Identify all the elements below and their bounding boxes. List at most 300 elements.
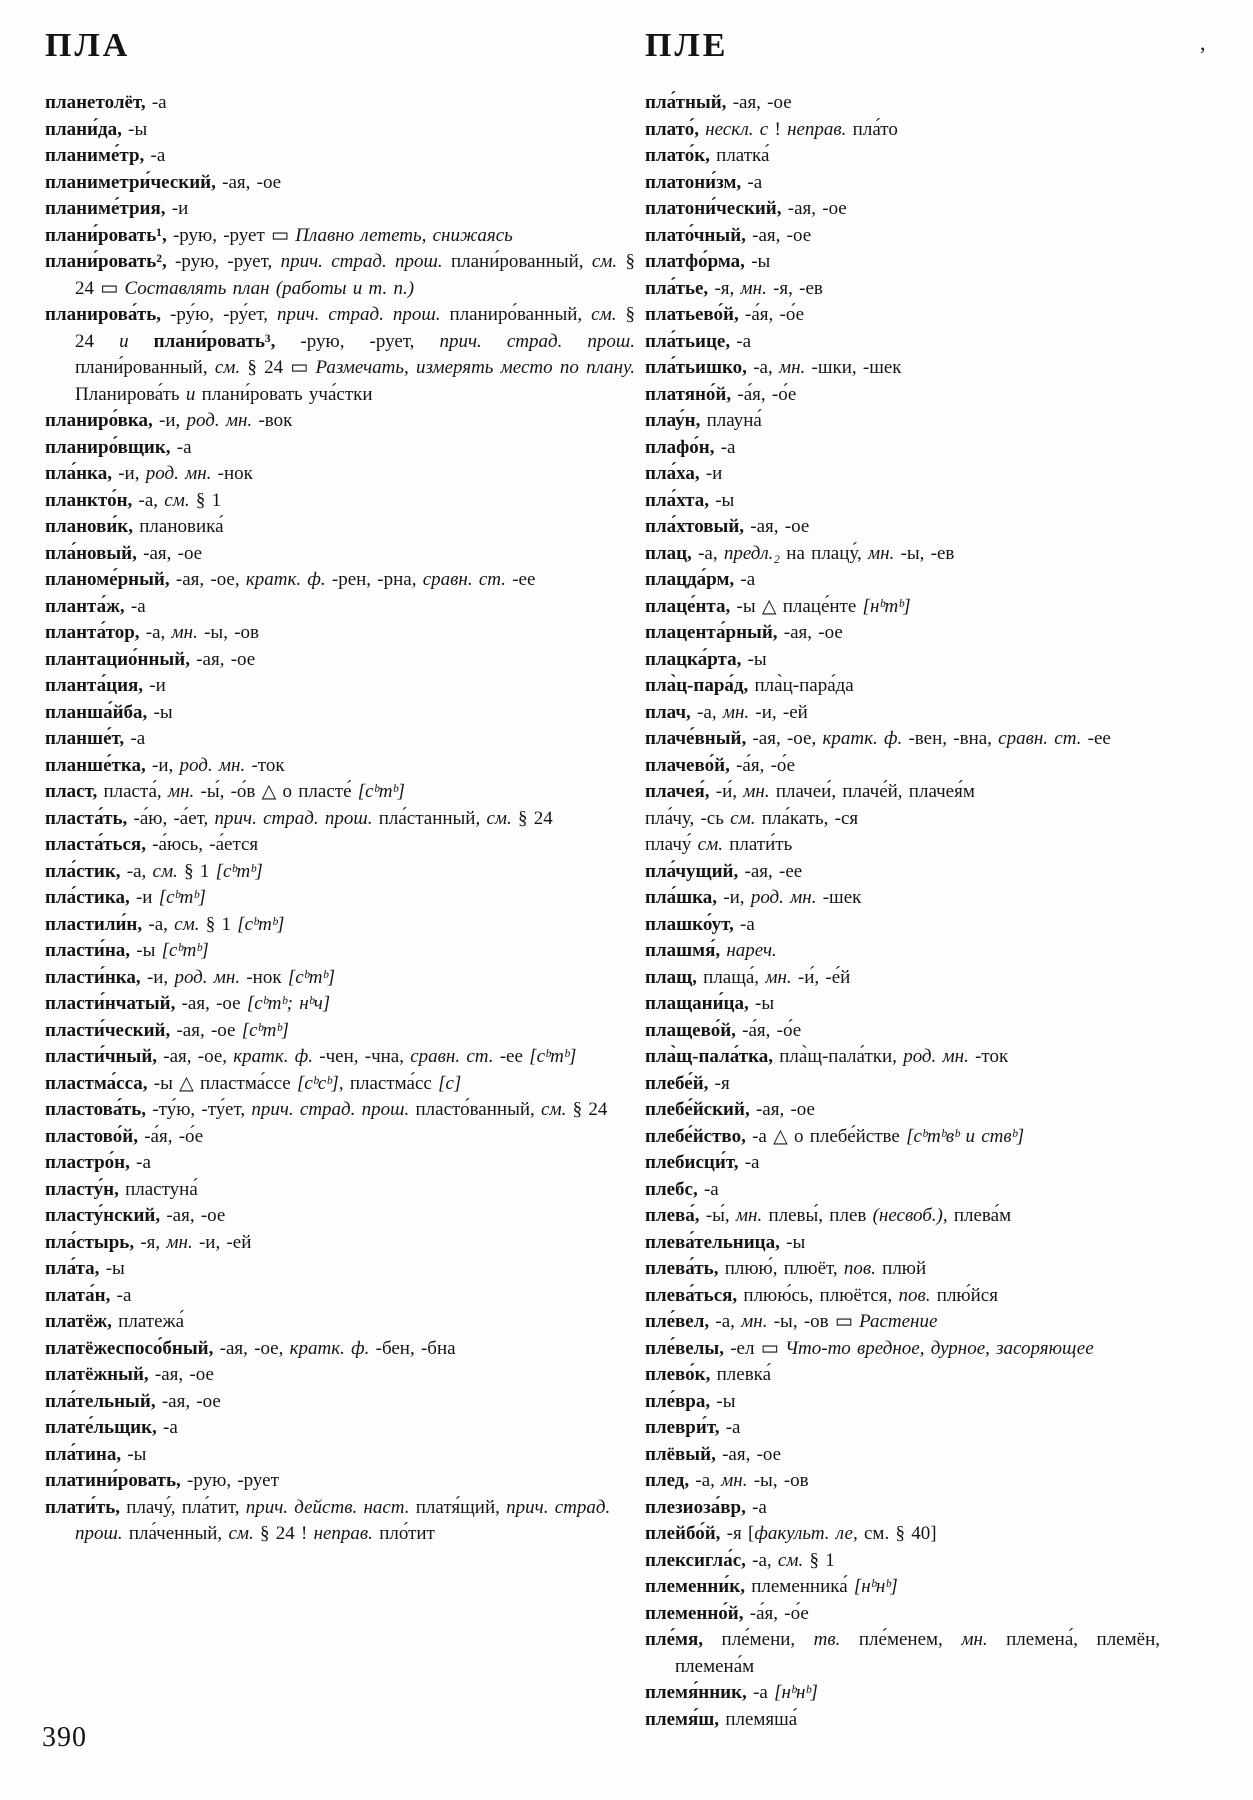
dictionary-entry (645, 408, 1160, 435)
entry-text: племенника́ (744, 1576, 854, 1597)
entry-text: -и, -ей (749, 701, 808, 723)
grammar-label: сравн. ст. (410, 1046, 494, 1067)
dictionary-entry (645, 806, 1160, 833)
entry-text: -а́ю, -а́ет, (127, 807, 215, 829)
entry-text: -ы, -ов (747, 1470, 809, 1491)
grammar-label: род. мн. (145, 463, 212, 484)
entry-text: -а́я, -о́е (731, 383, 797, 405)
entry-text: платка́ (709, 145, 770, 166)
entry-text: -и, (111, 463, 146, 484)
headword: плебе́йство, (645, 1125, 746, 1147)
grammar-label: род. мн. (903, 1046, 969, 1067)
entry-text: § 24 (566, 1099, 608, 1120)
headword: планиметри́ческий, (45, 171, 216, 193)
headword: пласти́чный, (45, 1046, 158, 1067)
grammar-label: [сᵇтᵇ; нᵇч] (246, 993, 331, 1014)
entry-text: плюю́сь, плюётся, (737, 1284, 899, 1306)
headword: планиме́трия, (45, 198, 166, 219)
grammar-label: см. (591, 251, 618, 272)
entry-text: -ы (779, 1231, 806, 1253)
entry-text: -ы (147, 701, 173, 723)
entry-text: плаща́, (696, 966, 766, 988)
entry-text: пла́чу, (645, 807, 695, 829)
entry-text: § 24 (75, 304, 635, 352)
dictionary-entry (45, 1389, 635, 1416)
grammar-label: мн. (765, 966, 792, 988)
dictionary-entry (645, 1707, 1160, 1734)
entry-text: пласта́, (97, 781, 168, 802)
grammar-label: мн. (722, 701, 750, 723)
entry-text: -и (143, 675, 166, 696)
dictionary-entry (45, 1468, 635, 1495)
entry-text: пла̀ц-пара́да (748, 675, 854, 696)
entry-text: -бен, -бна (369, 1337, 456, 1359)
dictionary-entry (645, 1336, 1160, 1363)
entry-text: -рую, -рует ▭ (166, 224, 296, 246)
grammar-label: [сᵇтᵇ] (287, 966, 336, 988)
headword: плева́ть, (645, 1258, 719, 1279)
dictionary-entry (645, 382, 1160, 409)
entry-text: -а́я, -о́е (743, 1602, 809, 1624)
headword: плашмя́, (645, 940, 721, 961)
grammar-label: прич. страд. прош. (214, 807, 373, 829)
dictionary-entry (645, 1680, 1160, 1707)
headword: планиме́тр, (45, 145, 145, 166)
grammar-label: Растение (859, 1311, 938, 1332)
dictionary-entry (645, 170, 1160, 197)
dictionary-entry (645, 1097, 1160, 1124)
entry-text: -а, (745, 1549, 778, 1571)
headword: племенни́к, (645, 1576, 745, 1597)
entry-text: -я (708, 1072, 730, 1094)
dictionary-entry (645, 196, 1160, 223)
grammar-label: кратк. ф. (289, 1337, 370, 1359)
grammar-label: [сᵇтᵇ] (241, 1019, 289, 1041)
dictionary-entry (645, 1627, 1160, 1680)
entry-text: -и, (717, 887, 751, 908)
entry-text: -и (699, 463, 723, 484)
grammar-label: [сᵇтᵇ] (161, 940, 209, 961)
entry-text: -а (144, 145, 166, 166)
dictionary-entry (45, 1495, 635, 1548)
entry-text: -а (110, 1284, 132, 1306)
dictionary-entry (45, 90, 635, 117)
headword: плева́, (645, 1205, 700, 1226)
headword: пласти́ческий, (45, 1019, 171, 1041)
entry-text: пле́мени, (703, 1629, 814, 1650)
dictionary-entry (645, 541, 1160, 568)
dictionary-entry (645, 1203, 1160, 1230)
entry-text: -ы, -ев (894, 542, 955, 564)
dictionary-entry (645, 1468, 1160, 1495)
entry-text: плани́ровать уча́стки (195, 383, 373, 405)
dictionary-entry (45, 726, 635, 753)
headword: плащ, (645, 966, 697, 988)
headword: плани́ровать¹, (45, 224, 167, 246)
headword: пла́тьишко, (645, 357, 747, 378)
dictionary-entry (645, 965, 1160, 992)
grammar-label: мн. (167, 781, 195, 802)
grammar-label: [сᵇтᵇ] (357, 781, 405, 802)
entry-text: -шки, -шек (805, 357, 902, 378)
dictionary-entry (45, 753, 635, 780)
dictionary-entry (45, 143, 635, 170)
headword: планша́йба, (45, 701, 148, 723)
headword: пла́хта, (645, 489, 709, 511)
entry-text: -а, (142, 913, 175, 935)
grammar-label: [с] (438, 1072, 462, 1094)
entry-text: -ая, -ое, (213, 1337, 290, 1359)
headword: пласти́нчатый, (45, 993, 176, 1014)
entry-text: пло́тит (372, 1523, 435, 1544)
headword: планкто́н, (45, 489, 133, 511)
entry-text: -ы, -ов (197, 622, 260, 643)
dictionary-entry (45, 938, 635, 965)
headword: платёжеспосо́бный, (45, 1337, 214, 1359)
entry-text: -чен, -чна, (313, 1046, 411, 1067)
headword: племенно́й, (645, 1602, 744, 1624)
column-left (45, 90, 635, 1733)
headword: платони́зм, (645, 171, 742, 193)
entry-text: -нок (240, 966, 288, 988)
dictionary-entry (645, 859, 1160, 886)
entry-text: пла́то (846, 118, 898, 140)
entry-text: -ая, -ое (715, 1443, 782, 1465)
entry-text: -ы́, -о́в △ о пласте́ (194, 781, 358, 802)
headword: плева́ться, (645, 1284, 738, 1306)
headword: пла́стырь, (45, 1231, 135, 1253)
headword: пла́тина, (45, 1443, 122, 1465)
entry-text: -ая, -ое (170, 1019, 242, 1041)
entry-text: пластуна́ (118, 1178, 198, 1200)
headword: пластили́н, (45, 913, 143, 935)
grammar-label: род. мн. (186, 410, 253, 431)
dictionary-entry (45, 806, 635, 833)
grammar-label: [сᵇтᵇ] (237, 913, 285, 935)
grammar-label: прич. действ. наст. (245, 1496, 410, 1518)
headword: плащево́й, (645, 1019, 736, 1041)
entry-text: -ая, -ое (189, 648, 256, 670)
headword: плато́, (645, 118, 699, 140)
entry-text: -и́, (709, 781, 744, 802)
headword: плани́да, (45, 118, 122, 140)
entry-text: -ы (710, 1390, 736, 1412)
headword: плацда́рм, (645, 569, 735, 590)
dictionary-entry (45, 408, 635, 435)
headword: платёжный, (45, 1364, 149, 1385)
entry-text: -я [ (720, 1523, 755, 1544)
entry-text: ! (768, 118, 788, 140)
headword: плебисци́т, (645, 1152, 739, 1173)
entry-text: -а, (709, 1311, 742, 1332)
grammar-label: [сᵇтᵇ] (158, 887, 206, 908)
grammar-label: [сᵇтᵇвᵇ и ствᵇ] (906, 1125, 1025, 1147)
dictionary-entry (45, 859, 635, 886)
grammar-label: см. (541, 1099, 567, 1120)
dictionary-entry (645, 912, 1160, 939)
dictionary-entry (645, 249, 1160, 276)
entry-text: § 24 ▭ (240, 357, 316, 378)
entry-text: -ая, -ое (175, 993, 247, 1014)
headword: плати́ть, (45, 1496, 121, 1518)
entry-text: -а́я, -о́е (729, 754, 796, 776)
headword: планоме́рный, (45, 569, 170, 590)
headword: плач, (645, 701, 691, 723)
entry-text: пла́ченный, (122, 1523, 229, 1544)
page-number: 390 (42, 1722, 87, 1753)
grammar-label: предл.₂ (723, 542, 781, 564)
headword: плани́ровать³, (153, 330, 276, 352)
headword: пластро́н, (45, 1152, 130, 1173)
entry-text: -а (734, 569, 756, 590)
entry-text: -ее (1081, 728, 1111, 749)
entry-text: плевка́ (710, 1364, 772, 1385)
dictionary-entry (45, 1150, 635, 1177)
headword: пла́шка, (645, 887, 718, 908)
dictionary-entry (645, 1256, 1160, 1283)
entry-text: -и (129, 887, 159, 908)
entry-text: планиро́ванный, (440, 304, 592, 325)
entry-text: плауна́ (700, 410, 762, 431)
grammar-label: мн. (778, 357, 806, 378)
headword: плаце́нта, (645, 595, 731, 617)
entry-text: -а (730, 330, 752, 352)
headword: плачея́, (645, 781, 710, 802)
grammar-label: ле, (835, 1523, 858, 1544)
entry-text: -а (738, 1152, 760, 1173)
entry-text: -а (156, 1417, 178, 1438)
grammar-label: род. мн. (750, 887, 817, 908)
entry-text: -ы (708, 489, 735, 511)
dictionary-entry (45, 1177, 635, 1204)
entry-text: -ток (968, 1046, 1009, 1067)
grammar-label: пов. (843, 1258, 876, 1279)
grammar-label: пов. (898, 1284, 931, 1306)
entry-text: -а́я, -о́е (137, 1125, 204, 1147)
dictionary-entry (45, 832, 635, 859)
dictionary-entry (45, 1283, 635, 1310)
entry-text: платежа́ (111, 1311, 185, 1332)
entry-text: -а (719, 1417, 741, 1438)
entry-text: -шек (816, 887, 862, 908)
headword: плева́тельница, (645, 1231, 780, 1253)
headword: плата́н, (45, 1284, 111, 1306)
entry-text: -а (746, 1682, 775, 1703)
headword: плебе́йский, (645, 1099, 750, 1120)
entry-text: плановика́ (133, 516, 224, 537)
entry-text: -ы △ плаце́нте (730, 595, 863, 617)
headword: пле́вел, (645, 1311, 710, 1332)
entry-text: -а △ о плебе́йстве (745, 1125, 907, 1147)
headword: плато́к, (645, 145, 710, 166)
entry-text: -ая, -ое (726, 92, 792, 113)
headword: платини́ровать, (45, 1470, 181, 1491)
dictionary-entry (45, 435, 635, 462)
dictionary-entry (645, 329, 1160, 356)
dictionary-entry (645, 1230, 1160, 1257)
dictionary-entry (645, 1521, 1160, 1548)
entry-text: -ы (121, 1443, 147, 1465)
entry-text: плачу́, пла́тит, (120, 1496, 246, 1518)
headword: платяно́й, (645, 383, 732, 405)
entry-text: § 24 ▭ (75, 251, 636, 299)
entry-text: -ая, -ое (160, 1205, 226, 1226)
grammar-label: сравн. ст. (998, 728, 1082, 749)
entry-text: плева́м (947, 1205, 1012, 1226)
section-header-right: ПЛЕ (645, 27, 729, 64)
entry-text: пла́станный, (372, 807, 487, 829)
column-right (645, 90, 1160, 1733)
entry-text: -и, (145, 754, 180, 776)
entry-text: -ы (741, 648, 767, 670)
entry-text: -рую, -рует (180, 1470, 279, 1491)
headword: плате́льщик, (45, 1417, 157, 1438)
dictionary-entry (45, 170, 635, 197)
headword: пластово́й, (45, 1125, 138, 1147)
entry-text: -а́я, -о́е (738, 304, 805, 325)
headword: плани́ровать², (45, 251, 167, 272)
dictionary-entry (645, 514, 1160, 541)
entry-text: племена́, племён, племена́м (675, 1629, 1160, 1677)
dictionary-entry (645, 673, 1160, 700)
entry-text: -вок (252, 410, 293, 431)
dictionary-entry (45, 541, 635, 568)
headword: пла́новый, (45, 542, 137, 564)
entry-text (129, 331, 154, 352)
entry-text: плани́рованный, (442, 251, 592, 272)
grammar-label: мн. (743, 781, 770, 802)
headword: плёвый, (645, 1443, 716, 1465)
grammar-label: см. (777, 1549, 804, 1571)
headword: плебс, (645, 1178, 698, 1200)
headword: пла́тный, (645, 92, 727, 113)
dictionary-entry (45, 1256, 635, 1283)
entry-text: -а (129, 1152, 151, 1173)
dictionary-entry (645, 700, 1160, 727)
headword: планта́тор, (45, 622, 140, 643)
headword: пласт, (45, 781, 98, 802)
entry-text: пла̀щ-пала́тки, (773, 1046, 904, 1067)
dictionary-entry (45, 620, 635, 647)
grammar-label: [нᵇнᵇ] (853, 1576, 898, 1597)
headword: пла́чущий, (645, 860, 739, 882)
grammar-label: прич. страд. прош. (251, 1099, 410, 1120)
dictionary-entry (645, 143, 1160, 170)
grammar-label: см. (591, 304, 617, 325)
headword: плато́чный, (645, 224, 746, 246)
grammar-label: неправ. (313, 1523, 373, 1544)
grammar-label: см. (152, 860, 178, 882)
grammar-label: прич. страд. прош. (75, 1496, 611, 1544)
entry-text: -ее (493, 1046, 530, 1067)
headword: плацента́рный, (645, 622, 778, 643)
dictionary-entry (45, 700, 635, 727)
headword: платьево́й, (645, 304, 739, 325)
entry-text: -а, (132, 489, 165, 511)
entry-text: , пластма́сс (338, 1072, 439, 1094)
grammar-label: мн. (868, 542, 895, 564)
dictionary-entry (45, 991, 635, 1018)
grammar-label: (несвоб.), (872, 1205, 948, 1226)
dictionary-entry (645, 1071, 1160, 1098)
dictionary-entry (45, 1415, 635, 1442)
grammar-label: мн. (735, 1205, 763, 1226)
dictionary-entry (45, 1044, 635, 1071)
entry-text: -а́юсь, -а́ется (145, 834, 259, 855)
entry-text: -сь (694, 807, 731, 829)
entry-text: плати́ть (722, 834, 793, 855)
dictionary-entry (45, 912, 635, 939)
headword: пласту́н, (45, 1178, 119, 1200)
grammar-label: см. (697, 834, 723, 855)
dictionary-entry (45, 1071, 635, 1098)
grammar-label: и (185, 383, 196, 405)
entry-text: -а, (689, 1470, 722, 1491)
grammar-label: см. (164, 489, 190, 511)
grammar-label: [нᵇнᵇ] (774, 1682, 818, 1703)
entry-text: § 1 (189, 489, 222, 511)
entry-text: -ы, -ов ▭ (767, 1311, 860, 1332)
dictionary-entry (45, 514, 635, 541)
entry-text: -ы́, (699, 1205, 736, 1226)
headword: пла̀щ-пала́тка, (645, 1046, 773, 1067)
dictionary-entry (645, 1389, 1160, 1416)
grammar-label: мн. (166, 1231, 193, 1253)
grammar-label: сравн. ст. (422, 569, 506, 590)
dictionary-entry (45, 223, 635, 250)
headword: плантацио́нный, (45, 648, 190, 670)
dictionary-entry (645, 1362, 1160, 1389)
grammar-label: и (119, 330, 129, 352)
grammar-label: см. (228, 1523, 254, 1544)
grammar-label: [нᵇтᵇ] (862, 595, 911, 617)
headword: пласти́на, (45, 940, 131, 961)
entry-text: -ы (99, 1258, 125, 1279)
headword: пла́тьице, (645, 330, 731, 352)
headword: плац, (645, 542, 692, 564)
entry-text: -ел ▭ (723, 1337, 785, 1359)
grammar-label: прич. страд. прош. (277, 304, 441, 325)
headword: плеври́т, (645, 1417, 720, 1438)
entry-text: -ы △ пластма́ссе (147, 1072, 297, 1094)
entry-text: плевы́, плев (762, 1205, 873, 1226)
grammar-label: кратк. ф. (245, 569, 326, 590)
entry-text: плюй (875, 1258, 927, 1279)
grammar-label: мн. (961, 1629, 988, 1650)
entry-text: -а́я, -о́е (735, 1019, 802, 1041)
grammar-label: см. (486, 807, 512, 829)
headword: плачево́й, (645, 754, 730, 776)
dictionary-entry (45, 1203, 635, 1230)
dictionary-entry (645, 832, 1160, 859)
headword: пласту́нский, (45, 1205, 161, 1226)
dictionary-entry (645, 594, 1160, 621)
entry-text: -ая, -ое (745, 224, 812, 246)
entry-text: -ток (245, 754, 285, 776)
dictionary-entry (45, 461, 635, 488)
entry-text: § 1 (803, 1549, 835, 1571)
dictionary-entry (45, 885, 635, 912)
dictionary-entry (645, 435, 1160, 462)
entry-text: -а, (120, 860, 153, 882)
dictionary-entry (45, 249, 635, 302)
headword: плейбо́й, (645, 1523, 721, 1544)
dictionary-entry (45, 1124, 635, 1151)
dictionary-entry (645, 1442, 1160, 1469)
dictionary-entry (645, 1044, 1160, 1071)
dictionary-entry (45, 965, 635, 992)
entry-text: -ру́ю, -ру́ет, (161, 304, 277, 325)
